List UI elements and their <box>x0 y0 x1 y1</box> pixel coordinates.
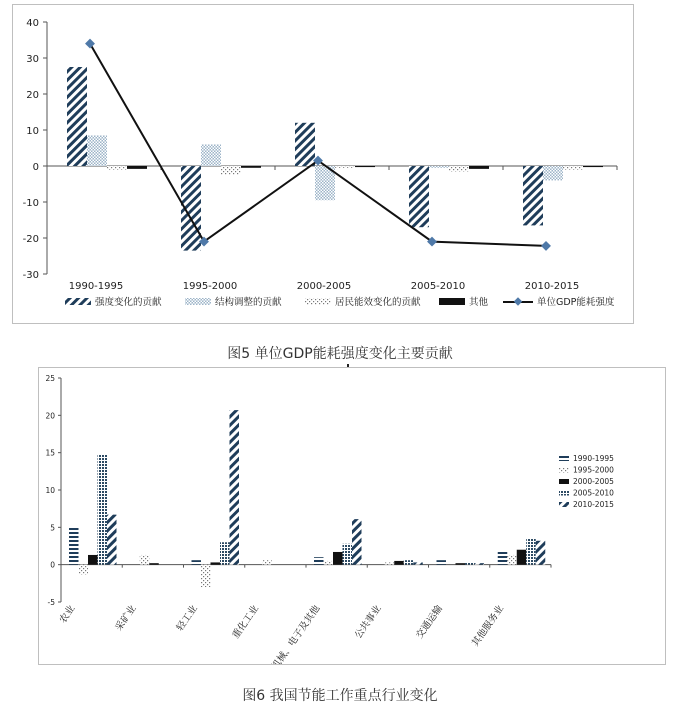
bar <box>526 539 536 565</box>
bar <box>241 166 261 168</box>
bar <box>517 550 527 565</box>
y-tick-label: 30 <box>26 54 39 65</box>
bar <box>437 560 447 564</box>
bar <box>67 67 87 166</box>
bar <box>262 560 272 564</box>
bar <box>469 166 489 169</box>
chart-2-svg <box>39 368 665 664</box>
legend-label: 2010-2015 <box>573 500 614 509</box>
legend-label: 居民能效变化的贡献 <box>335 297 421 308</box>
bar <box>449 166 469 171</box>
legend-swatch <box>559 491 569 496</box>
x-category-label: 1995-2000 <box>182 281 238 292</box>
bar <box>295 123 315 166</box>
legend-label: 2005-2010 <box>573 488 614 498</box>
bar <box>107 515 117 565</box>
legend-label: 1995-2000 <box>573 465 614 475</box>
bar <box>201 565 211 587</box>
legend-swatch <box>185 298 211 305</box>
bar <box>335 166 355 168</box>
y-tick-label: 10 <box>26 126 39 137</box>
legend-swatch <box>65 298 91 305</box>
bar <box>88 555 98 565</box>
bar <box>413 562 423 564</box>
x-category-label: 2000-2005 <box>296 281 352 292</box>
x-category-label: 农业 <box>57 603 78 626</box>
bar <box>563 166 583 170</box>
bar <box>465 562 475 564</box>
y-tick-label: 40 <box>26 18 39 29</box>
y-tick-label: 0 <box>32 162 39 173</box>
bar <box>536 541 546 565</box>
bar <box>79 565 89 575</box>
bar <box>507 555 517 565</box>
y-tick-label: -10 <box>22 198 39 209</box>
bar <box>404 560 414 564</box>
bar <box>140 555 150 565</box>
bar <box>220 542 230 564</box>
legend-label: 单位GDP能耗强度 <box>537 297 615 308</box>
bar <box>343 544 353 565</box>
bar <box>498 552 508 565</box>
bar <box>543 166 563 180</box>
y-tick-label: 20 <box>45 411 55 421</box>
x-category-label: 机械、电子及其他 <box>269 603 323 664</box>
bar <box>324 561 334 565</box>
legend-swatch <box>439 298 465 305</box>
bar <box>409 166 429 227</box>
y-tick-label: -5 <box>47 598 55 607</box>
x-category-label: 采矿业 <box>113 603 139 634</box>
x-category-label: 2010-2015 <box>524 281 580 292</box>
bar <box>69 527 79 564</box>
chart-2-panel <box>38 367 666 665</box>
intensity-line <box>90 44 546 246</box>
y-tick-label: 25 <box>45 374 55 383</box>
x-category-label: 其他服务业 <box>469 603 507 649</box>
legend-swatch <box>559 456 569 461</box>
x-category-label: 2005-2010 <box>410 281 466 292</box>
legend-label: 其他 <box>469 297 489 308</box>
y-tick-label: 10 <box>45 486 55 495</box>
bar <box>201 144 221 166</box>
bar <box>87 135 107 166</box>
y-tick-label: 15 <box>45 448 55 458</box>
legend-swatch <box>559 479 569 484</box>
bar <box>314 557 324 564</box>
bar <box>98 454 108 565</box>
bar <box>211 562 221 564</box>
chart-1-svg <box>13 5 633 323</box>
line-point <box>541 241 551 251</box>
x-category-label: 轻工业 <box>174 603 200 634</box>
bar <box>192 560 202 564</box>
x-category-label: 公共事业 <box>352 603 384 641</box>
chart-1-caption: 图5 单位GDP能耗强度变化主要贡献 <box>227 346 453 362</box>
chart-1-panel <box>12 4 634 324</box>
legend-swatch <box>559 468 569 473</box>
chart-2-caption: 图6 我国节能工作重点行业变化 <box>242 688 438 704</box>
bar <box>230 410 240 565</box>
bar <box>107 166 127 170</box>
bar <box>583 166 603 167</box>
y-tick-label: 0 <box>50 560 55 570</box>
bar <box>475 563 485 564</box>
legend-label: 2000-2005 <box>573 477 614 486</box>
x-category-label: 交通运输 <box>414 603 445 641</box>
y-tick-label: -30 <box>22 270 39 281</box>
bar <box>523 166 543 225</box>
bar <box>429 166 449 168</box>
x-category-label: 重化工业 <box>230 603 262 641</box>
bar <box>456 563 466 564</box>
bar <box>127 166 147 169</box>
legend-swatch <box>305 298 331 305</box>
bar <box>149 563 159 564</box>
bar <box>352 519 362 565</box>
y-tick-label: -20 <box>22 234 39 245</box>
bar <box>355 166 375 167</box>
legend-swatch <box>559 502 569 507</box>
bar <box>221 166 241 175</box>
y-tick-label: 5 <box>50 523 55 533</box>
bar <box>394 561 404 565</box>
legend-line-marker <box>514 297 522 305</box>
line-point <box>85 39 95 49</box>
bar <box>385 562 395 564</box>
legend-label: 结构调整的贡献 <box>215 297 282 308</box>
x-category-label: 1990-1995 <box>68 281 124 292</box>
bar <box>333 552 343 565</box>
legend-label: 强度变化的贡献 <box>95 297 162 308</box>
legend-label: 1990-1995 <box>573 454 614 463</box>
y-tick-label: 20 <box>26 90 39 101</box>
